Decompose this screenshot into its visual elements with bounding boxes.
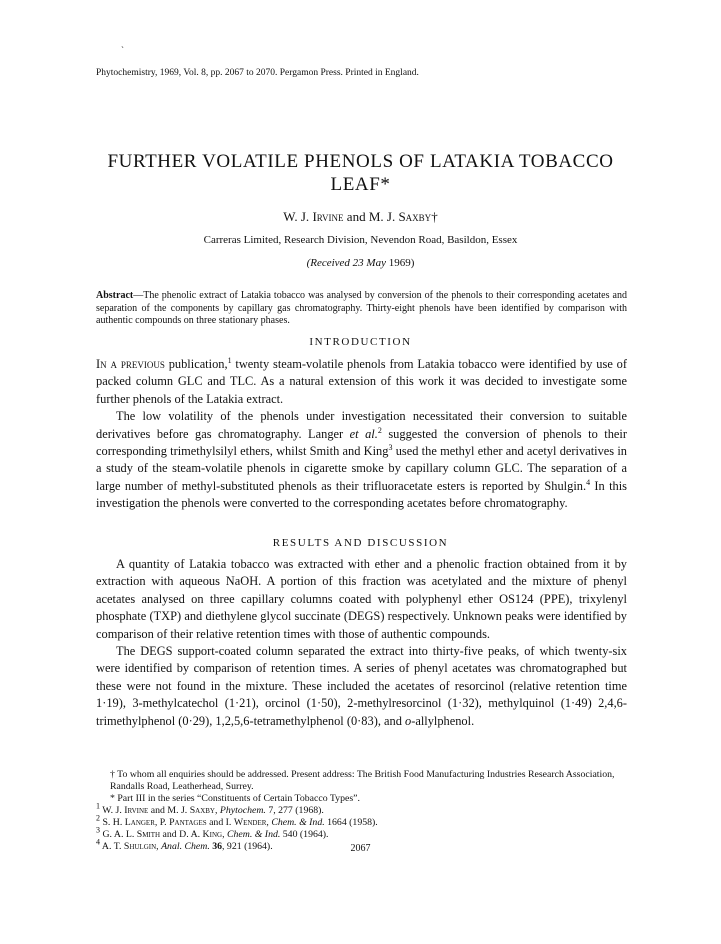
article-title: FURTHER VOLATILE PHENOLS OF LATAKIA TOBACCO LEAF* [107, 151, 614, 195]
author-2-surname: Saxby [398, 209, 432, 224]
ref-marker: 1 [227, 355, 232, 365]
results-paragraph-1: A quantity of Latakia tobacco was extracted with ether and a phenolic fraction obtained from it by extraction with aqueous NaOH. A portion of this fraction was acetylated and the mixture of phenyl acetates analysed on three capillary columns coated with polyphenyl ether OS124 (PPE), trixylenyl phosphate (TXP) and diethylene glycol succinate (DEGS) respectively. Unknown peaks were identified by comparison of their relative retention times with those of authentic compounds. [96, 557, 627, 641]
intro-heading: INTRODUCTION [309, 336, 412, 348]
reference-4: $^4$ A. T. Shulgin, Anal. Chem. 36, 921 (1964). [96, 837, 273, 852]
reference-1: $^1$ W. J. Irvine and M. J. Saxby, Phytochem. 7, 277 (1968). [96, 801, 324, 816]
ref-marker: 2 [377, 425, 382, 435]
author-1-surname: Irvine [312, 209, 344, 224]
author-line [0, 209, 721, 225]
intro-lead-words: In a previous [96, 357, 165, 371]
author-1-initials: W. J. [283, 209, 313, 224]
dagger-mark: † [431, 209, 438, 224]
reference-3: $^3$ G. A. L. Smith and D. A. King, Chem. & Ind. 540 (1964). [96, 825, 329, 840]
footnotes [96, 769, 627, 853]
received-year: 1969) [388, 257, 415, 269]
author-conjunction: and [343, 209, 369, 224]
journal-citation-line: Phytochemistry, 1969, Vol. 8, pp. 2067 to 2070. Pergamon Press. Printed in England. [96, 68, 419, 78]
scan-mark: ` [121, 45, 124, 55]
abstract [96, 290, 627, 328]
footnote-dagger: † To whom all enquiries should be addressed. Present address: The British Food Manufacturing Industries Research Association, Randalls Road, Leatherhead, Surrey. [110, 769, 615, 792]
received-date [0, 257, 721, 269]
abstract-text: —The phenolic extract of Latakia tobacco was analysed by conversion of the phenols to their corresponding acetates and separation of the components by capillary gas chromatography. Thirty-eight phenols have been identified by comparison with authentic compounds on three stationary phases. [96, 290, 627, 326]
reference-2: $^2$ S. H. Langer, P. Pantages and I. Wender, Chem. & Ind. 1664 (1958). [96, 813, 378, 828]
page-number: 2067 [350, 843, 371, 854]
footnote-star: * Part III in the series “Constituents of Certain Tobacco Types”. [110, 793, 360, 804]
abstract-lead: Abstract [96, 290, 134, 301]
received-text: (Received 23 May [306, 257, 389, 269]
ref-marker: 3 [388, 442, 393, 452]
intro-paragraph-2: The low volatility of the phenols under investigation necessitated their conversion to suitable derivatives before gas chromatography. Langer et al.$^2$ suggested the conversion of phenols to their corresponding trimethylsilyl ethers, whilst Smith and King$^3$ used the methyl ether and acetyl derivatives in a study of the steam-volatile phenols in cigarette smoke by capillary column GLC. The separation of a large number of methyl-substituted phenols as their trifluoracetate esters is reported by Shulgin.$^4$ In this investigation the phenols were converted to the corresponding acetates before chromatography. [96, 409, 627, 511]
ref-marker: 4 [586, 477, 591, 487]
results-heading: RESULTS AND DISCUSSION [272, 537, 449, 549]
results-body [96, 556, 627, 730]
affiliation: Carreras Limited, Research Division, Nevendon Road, Basildon, Essex [203, 234, 518, 246]
results-paragraph-2: The DEGS support-coated column separated the extract into thirty-five peaks, of which twenty-six were identified by comparison of retention times. A series of phenyl acetates was chromatographed but these were not found in the mixture. These included the acetates of resorcinol (relative retention time 1·19), 3-methylcatechol (1·21), orcinol (1·50), 2-methylresorcinol (1·32), methylquinol (1·49) 2,4,6-trimethylphenol (0·29), 1,2,5,6-tetramethylphenol (0·83), and o-allylphenol. [96, 644, 627, 728]
author-2-initials: M. J. [368, 209, 399, 224]
intro-paragraph-1: In a previous publication,$^1$ twenty steam-volatile phenols from Latakia tobacco were identified by use of packed column GLC and TLC. As a natural extension of this work it was decided to investigate some further phenols of the Latakia extract. [96, 355, 627, 406]
intro-body [96, 356, 627, 513]
